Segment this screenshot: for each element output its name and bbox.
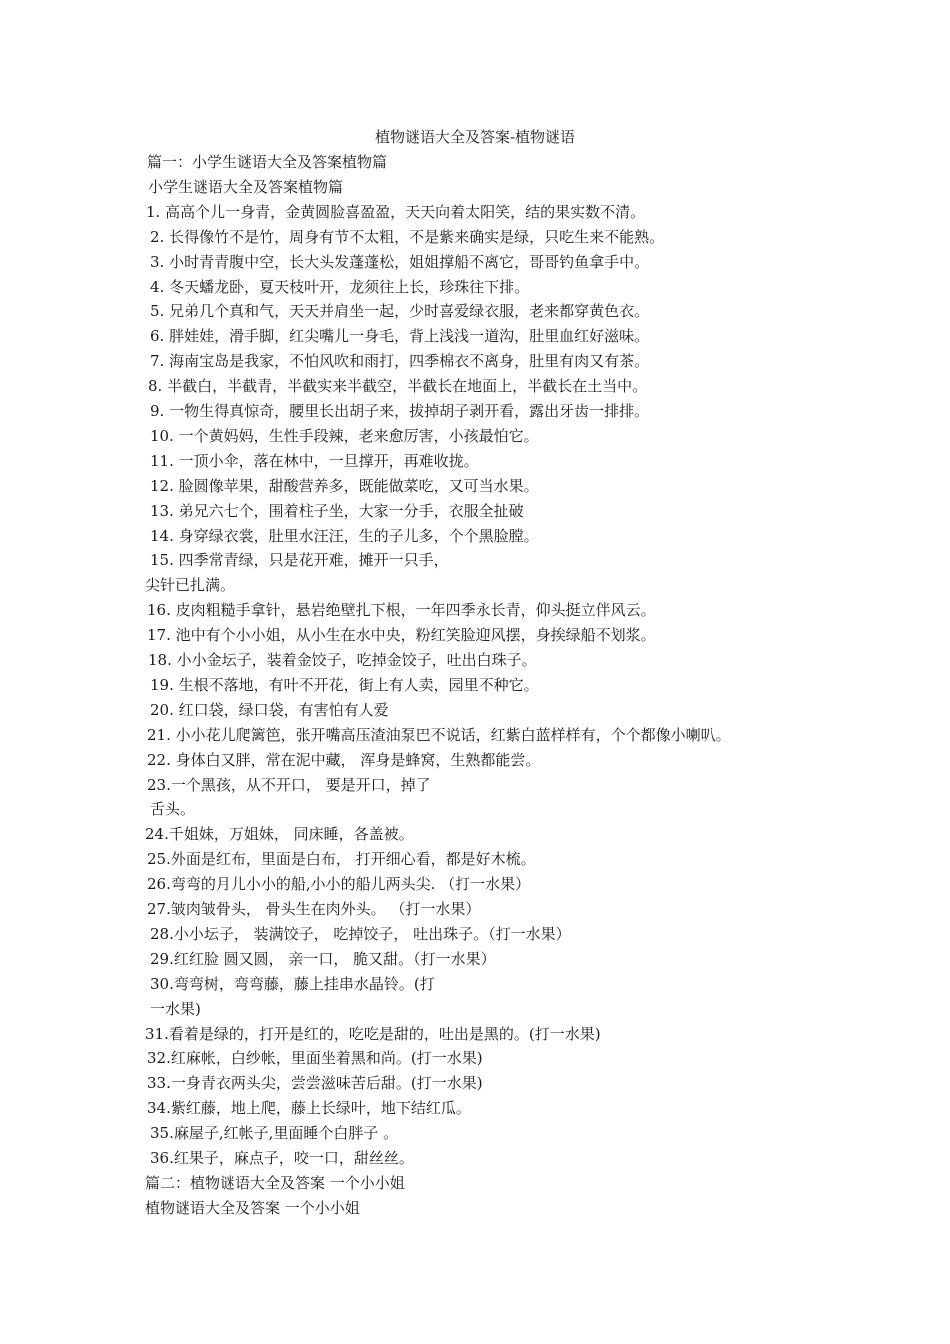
text-line: 9. 一物生得真惊奇，腰里长出胡子来，拔掉胡子剥开看，露出牙齿一排排。 — [150, 402, 650, 420]
text-line: 26.弯弯的月儿小小的船,小小的船儿两头尖. （打一水果） — [147, 875, 531, 893]
text-line: 15. 四季常青绿，只是花开难，摊开一只手， — [150, 551, 449, 569]
text-line: 13. 弟兄六七个，围着柱子坐，大家一分手，衣服全扯破 — [150, 502, 524, 520]
text-line: 篇一：小学生谜语大全及答案植物篇 — [147, 153, 388, 171]
text-line: 7. 海南宝岛是我家，不怕风吹和雨打，四季棉衣不离身，肚里有肉又有茶。 — [150, 352, 650, 370]
text-line: 28.小小坛子， 装满饺子， 吃掉饺子， 吐出珠子。（打一水果） — [150, 925, 571, 943]
text-line: 18. 小小金坛子，装着金饺子，吃掉金饺子，吐出白珠子。 — [148, 651, 537, 669]
text-line: 尖针已扎满。 — [145, 576, 236, 594]
document-title: 植物谜语大全及答案-植物谜语 — [374, 128, 576, 146]
text-line: 10. 一个黄妈妈，生性手段辣，老来愈厉害，小孩最怕它。 — [150, 427, 539, 445]
text-line: 8. 半截白，半截青，半截实来半截空，半截长在地面上，半截长在土当中。 — [148, 377, 648, 395]
text-line: 3. 小时青青腹中空，长大头发蓬蓬松，姐姐撑船不离它，哥哥钓鱼拿手中。 — [150, 253, 650, 271]
text-line: 24.千姐妹，万姐妹， 同床睡，各盖被。 — [145, 825, 414, 843]
text-line: 21. 小小花儿爬篱笆，张开嘴高压渣油泵巴不说话，红紫白蓝样样有，个个都像小喇叭。 — [147, 726, 731, 744]
text-line: 20. 红口袋，绿口袋，有害怕有人爱 — [150, 701, 389, 719]
text-line: 4. 冬天蟠龙卧，夏天枝叶开，龙须往上长，珍珠往下排。 — [150, 278, 530, 296]
text-line: 32.红麻帐，白纱帐，里面坐着黑和尚。(打一水果) — [147, 1049, 483, 1067]
text-line: 11. 一顶小伞，落在林中，一旦撑开，再难收拢。 — [150, 452, 479, 470]
text-line: 25.外面是红布，里面是白布， 打开细心看，都是好木梳。 — [147, 850, 536, 868]
text-line: 22. 身体白又胖，常在泥中藏， 浑身是蜂窝，生熟都能尝。 — [147, 751, 541, 769]
text-line: 29.红红脸 圆又圆， 亲一口， 脆又甜。（打一水果） — [150, 950, 496, 968]
text-line: 一水果) — [150, 1000, 201, 1018]
text-line: 小学生谜语大全及答案植物篇 — [148, 178, 344, 196]
text-line: 23.一个黑孩，从不开口， 要是开口，掉了 — [147, 776, 431, 794]
text-line: 17. 池中有个小小姐，从小生在水中央，粉红笑脸迎风摆，身挨绿船不划浆。 — [147, 626, 656, 644]
text-line: 植物谜语大全及答案 一个小小姐 — [145, 1199, 360, 1217]
text-line: 34.紫红藤，地上爬，藤上长绿叶，地下结红瓜。 — [147, 1099, 471, 1117]
text-line: 16. 皮肉粗糙手拿针，悬岩绝壁扎下根，一年四季永长青，仰头挺立伴风云。 — [147, 601, 656, 619]
text-line: 36.红果子，麻点子，咬一口，甜丝丝。 — [150, 1149, 414, 1167]
text-line: 1. 高高个儿一身青，金黄圆脸喜盈盈，天天向着太阳笑，结的果实数不清。 — [146, 203, 646, 221]
text-line: 12. 脸圆像苹果，甜酸营养多，既能做菜吃，又可当水果。 — [150, 477, 539, 495]
text-line: 27.皱肉皱骨头， 骨头生在肉外头。 （打一水果） — [147, 900, 481, 918]
text-line: 2. 长得像竹不是竹，周身有节不太粗，不是紫来确实是绿，只吃生来不能熟。 — [150, 228, 665, 246]
text-line: 30.弯弯树，弯弯藤，藤上挂串水晶铃。(打 — [150, 975, 435, 993]
text-line: 31.看着是绿的，打开是红的，吃吃是甜的，吐出是黑的。(打一水果) — [145, 1025, 601, 1043]
text-line: 19. 生根不落地，有叶不开花，街上有人卖，园里不种它。 — [150, 676, 539, 694]
text-line: 33.一身青衣两头尖，尝尝滋味苦后甜。(打一水果) — [147, 1074, 483, 1092]
text-line: 35.麻屋子,红帐子,里面睡个白胖子 。 — [150, 1124, 399, 1142]
text-line: 篇二：植物谜语大全及答案 一个小小姐 — [145, 1174, 405, 1192]
text-line: 5. 兄弟几个真和气，天天并肩坐一起，少时喜爱绿衣服，老来都穿黄色衣。 — [150, 302, 650, 320]
text-line: 舌头。 — [150, 800, 196, 818]
text-line: 6. 胖娃娃，滑手脚，红尖嘴儿一身毛，背上浅浅一道沟，肚里血红好滋味。 — [150, 327, 650, 345]
text-line: 14. 身穿绿衣裳，肚里水汪汪，生的子儿多，个个黑脸膛。 — [150, 527, 539, 545]
